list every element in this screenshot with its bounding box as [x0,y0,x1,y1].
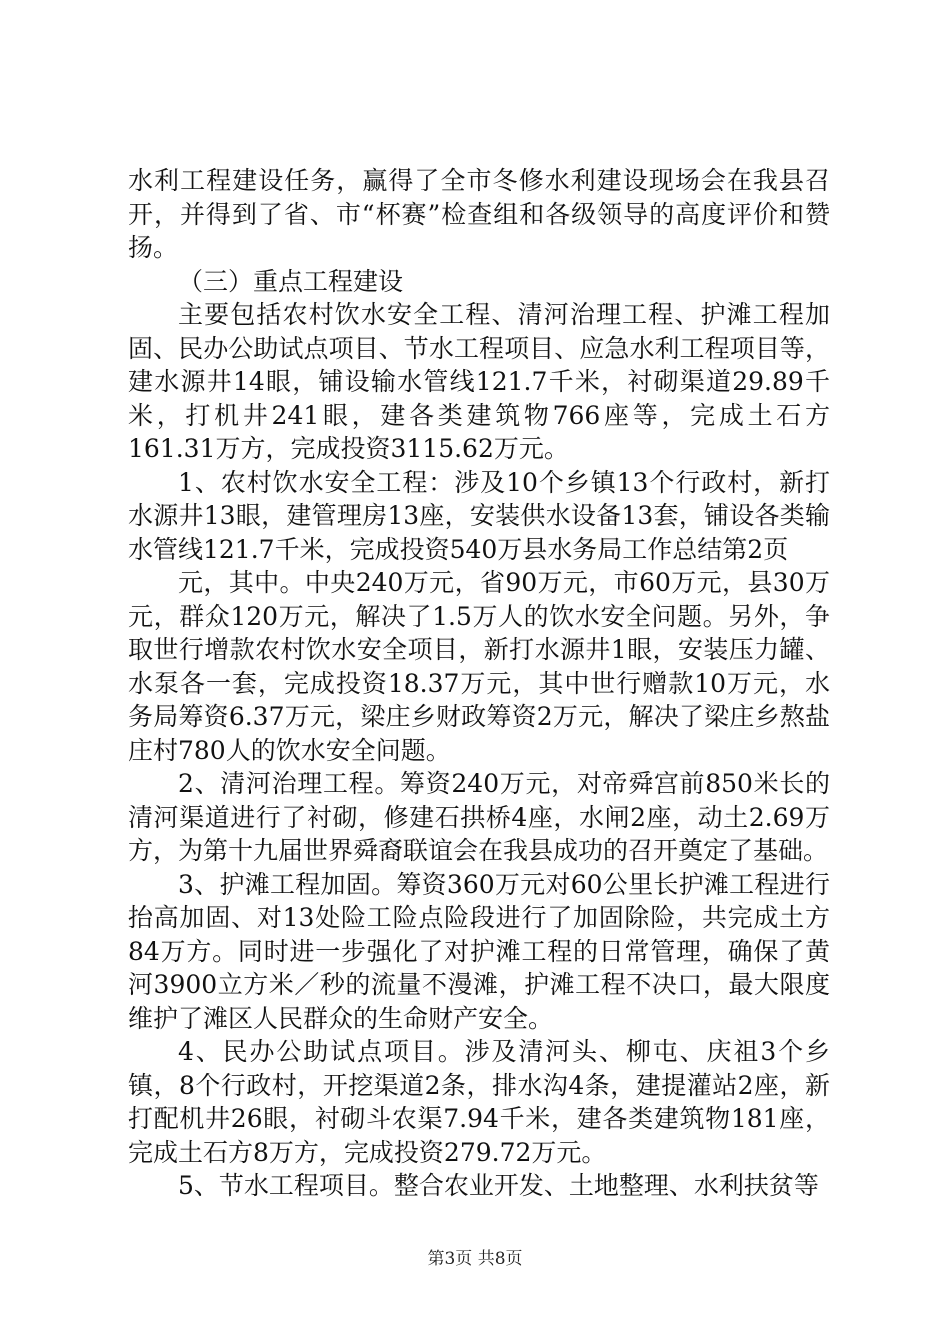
paragraph-item-1-continued: 元，其中。中央240万元，省90万元，市60万元，县30万元，群众120万元，解决了1.5万人的饮水安全问题。另外，争取世行增款农村饮水安全项目，新打水源井1眼，安装压力罐、水泵各一套，完成投资18.37万元，其中世行赠款10万元，水务局筹资6.37万元，梁庄乡财政筹资2万元，解决了梁庄乡熬盐庄村780人的饮水安全问题。 [128,568,830,765]
paragraph-item-1: 1、农村饮水安全工程：涉及10个乡镇13个行政村，新打水源井13眼，建管理房13座，安装供水设备13套，铺设各类输水管线121.7千米，完成投资540万县水务局工作总结第2页 [128,467,830,564]
paragraph-continuation: 水利工程建设任务，赢得了全市冬修水利建设现场会在我县召开，并得到了省、市“杯赛”检查组和各级领导的高度评价和赞扬。 [128,166,830,262]
page-footer: 第3页 共8页 [427,1249,523,1269]
paragraph-item-4: 4、民办公助试点项目。涉及清河头、柳屯、庆祖3个乡镇，8个行政村，开挖渠道2条，排水沟4条，建提灌站2座，新打配机井26眼，衬砌斗农渠7.94千米，建各类建筑物181座，完成土石方8万方，完成投资279.72万元。 [128,1037,830,1167]
paragraph-item-2: 2、清河治理工程。筹资240万元，对帝舜宫前850米长的清河渠道进行了衬砌，修建石拱桥4座，水闸2座，动土2.69万方，为第十九届世界舜裔联谊会在我县成功的召开奠定了基础。 [128,769,830,865]
paragraph-item-5: 5、节水工程项目。整合农业开发、土地整理、水利扶贫等 [178,1171,819,1200]
paragraph-summary: 主要包括农村饮水安全工程、清河治理工程、护滩工程加固、民办公助试点项目、节水工程项目、应急水利工程项目等，建水源井14眼，铺设输水管线121.7千米，衬砌渠道29.89千米，打机井241眼，建各类建筑物766座等，完成土石方161.31万方，完成投资3115.62万元。 [128,300,830,463]
section-heading: （三）重点工程建设 [178,266,404,296]
paragraph-item-3: 3、护滩工程加固。筹资360万元对60公里长护滩工程进行抬高加固、对13处险工险点险段进行了加固除险，共完成土方84万方。同时进一步强化了对护滩工程的日常管理，确保了黄河3900立方米／秒的流量不漫滩，护滩工程不决口，最大限度维护了滩区人民群众的生命财产安全。 [128,869,830,1033]
document-body [128,164,830,1203]
